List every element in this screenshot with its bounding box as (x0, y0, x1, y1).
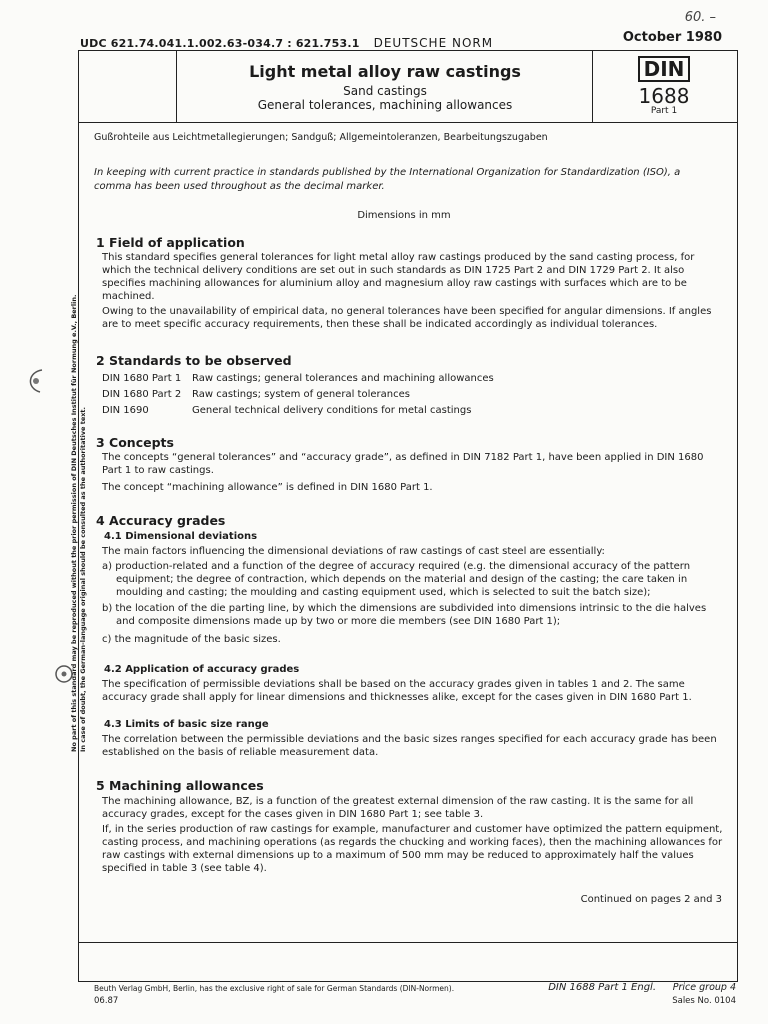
title-right-divider (592, 50, 593, 122)
issue-date: October 1980 (622, 30, 722, 45)
section-4-3-text: The correlation between the permissible deviations and the basic sizes ranges specified for each accuracy grade has been established on the basis of reliable measurement data. (102, 734, 717, 758)
list-item: c) the magnitude of the basic sizes. (102, 634, 281, 645)
section-1-paragraph-1: This standard specifies general tolerances for light metal alloy raw castings produced by the sand casting process, for which the technical delivery conditions are set out in such standards as DIN 1725 Part 2 and DIN 1729 Part 2. It also specifies machining allowances for aluminium alloy and magnesium alloy raw castings with surfaces which are to be machined. (102, 252, 695, 302)
section-2-heading: 2 Standards to be observed (96, 353, 292, 368)
din-label: DIN (594, 56, 734, 82)
section-4-1-intro: The main factors influencing the dimensional deviations of raw castings of cast steel are essentially: (102, 546, 605, 557)
dimensions-note: Dimensions in mm (357, 210, 451, 221)
document-subtitle-1: Sand castings (343, 84, 427, 98)
list-item: b) the location of the die parting line, by which the dimensions are subdivided into dimensions intrinsic to the die halves and composite dimensions made up by two or more die members (see DIN 1680 Part 1); (102, 603, 707, 627)
section-4-1-heading: 4.1 Dimensional deviations (104, 531, 258, 542)
section-1-paragraph-2: Owing to the unavailability of empirical data, no general tolerances have been specified for angular dimensions. If angles are to meet specific accuracy requirements, then these shall be indicated accordingly as individual tolerances. (102, 306, 712, 330)
din-number: 1688 (638, 84, 690, 108)
section-4-heading: 4 Accuracy grades (96, 513, 226, 528)
document-subtitle-2: General tolerances, machining allowances (257, 98, 513, 112)
print-code: 06.87 (94, 996, 119, 1006)
title-left-divider (176, 50, 177, 122)
bottom-divider (78, 942, 738, 943)
continued-note: Continued on pages 2 and 3 (580, 894, 722, 905)
price-group: Price group 4 (672, 982, 736, 993)
section-3-paragraph-2: The concept “machining allowance” is defined in DIN 1680 Part 1. (102, 482, 433, 493)
section-4-2-text: The specification of permissible deviations shall be based on the accuracy grades given in tables 1 and 2. The same accuracy grade shall apply for linear dimensions and thicknesses alike, except for the cases given in DIN 1680 Part 1. (102, 679, 692, 703)
document-reference: DIN 1688 Part 1 Engl. (548, 982, 656, 993)
standard-ref-code: DIN 1680 Part 2 (102, 389, 182, 400)
german-title: Gußrohteile aus Leichtmetallegierungen; Sandguß; Allgemeintoleranzen, Bearbeitungszugaben (94, 132, 548, 143)
standard-ref-code: DIN 1680 Part 1 (102, 373, 182, 384)
standard-ref-text: General technical delivery conditions for metal castings (192, 405, 472, 416)
section-3-heading: 3 Concepts (96, 435, 174, 450)
section-4-3-heading: 4.3 Limits of basic size range (104, 719, 269, 730)
punch-hole-mark (22, 366, 48, 396)
sales-number: Sales No. 0104 (672, 996, 736, 1006)
list-item: a) production-related and a function of the degree of accuracy required (e.g. the dimensional accuracy of the pattern equipment; the degree of contraction, which depends on the material and design of the casting; the care taken in moulding and casting; the moulding and casting equipment used, which is selected to suit the batch size); (102, 561, 691, 598)
standard-ref-text: Raw castings; system of general tolerances (192, 389, 410, 400)
section-5-paragraph-2: If, in the series production of raw castings for example, manufacturer and customer have optimized the pattern equipment, casting process, and machining operations (as regards the chucking and working faces), then the machining allowances for raw castings with external dimensions up to a maximum of 500 mm may be reduced to approximately half the values specified in table 3 (see table 4). (102, 824, 723, 874)
handwritten-note: 60. – (684, 10, 716, 25)
publisher-note: Beuth Verlag GmbH, Berlin, has the exclusive right of sale for German Standards (DIN-Normen). (94, 984, 455, 993)
standard-ref-code: DIN 1690 (102, 405, 149, 416)
section-3-paragraph-1: The concepts “general tolerances” and “accuracy grade”, as defined in DIN 7182 Part 1, have been applied in DIN 1680 Part 1 to raw castings. (102, 452, 704, 476)
iso-note: In keeping with current practice in standards published by the International Organization for Standardization (ISO), a comma has been used throughout as the decimal marker. (94, 167, 681, 192)
section-5-heading: 5 Machining allowances (96, 778, 264, 793)
udc-line (80, 36, 493, 50)
punch-hole-mark (52, 660, 78, 690)
standard-ref-text: Raw castings; general tolerances and machining allowances (192, 373, 494, 384)
deutsche-norm-label: DEUTSCHE NORM (373, 36, 494, 50)
copyright-side-note: No part of this standard may be reproduced without the prior permission of DIN Deutsches Institut für Normung e.V., Berlin. (70, 294, 78, 752)
section-1-heading: 1 Field of application (96, 235, 245, 250)
udc-code: UDC 621.74.041.1.002.63-034.7 : 621.753.1 (80, 37, 360, 50)
section-5-paragraph-1: The machining allowance, BZ, is a function of the greatest external dimension of the raw casting. It is the same for all accuracy grades, except for the cases given in DIN 1680 Part 1; see table 3. (102, 796, 694, 820)
part-label: Part 1 (650, 106, 678, 116)
language-side-note: In case of doubt, the German-language original should be consulted as the authoritative text. (79, 407, 87, 752)
section-4-2-heading: 4.2 Application of accuracy grades (104, 664, 300, 675)
document-title: Light metal alloy raw castings (249, 62, 521, 81)
title-divider (78, 122, 738, 123)
